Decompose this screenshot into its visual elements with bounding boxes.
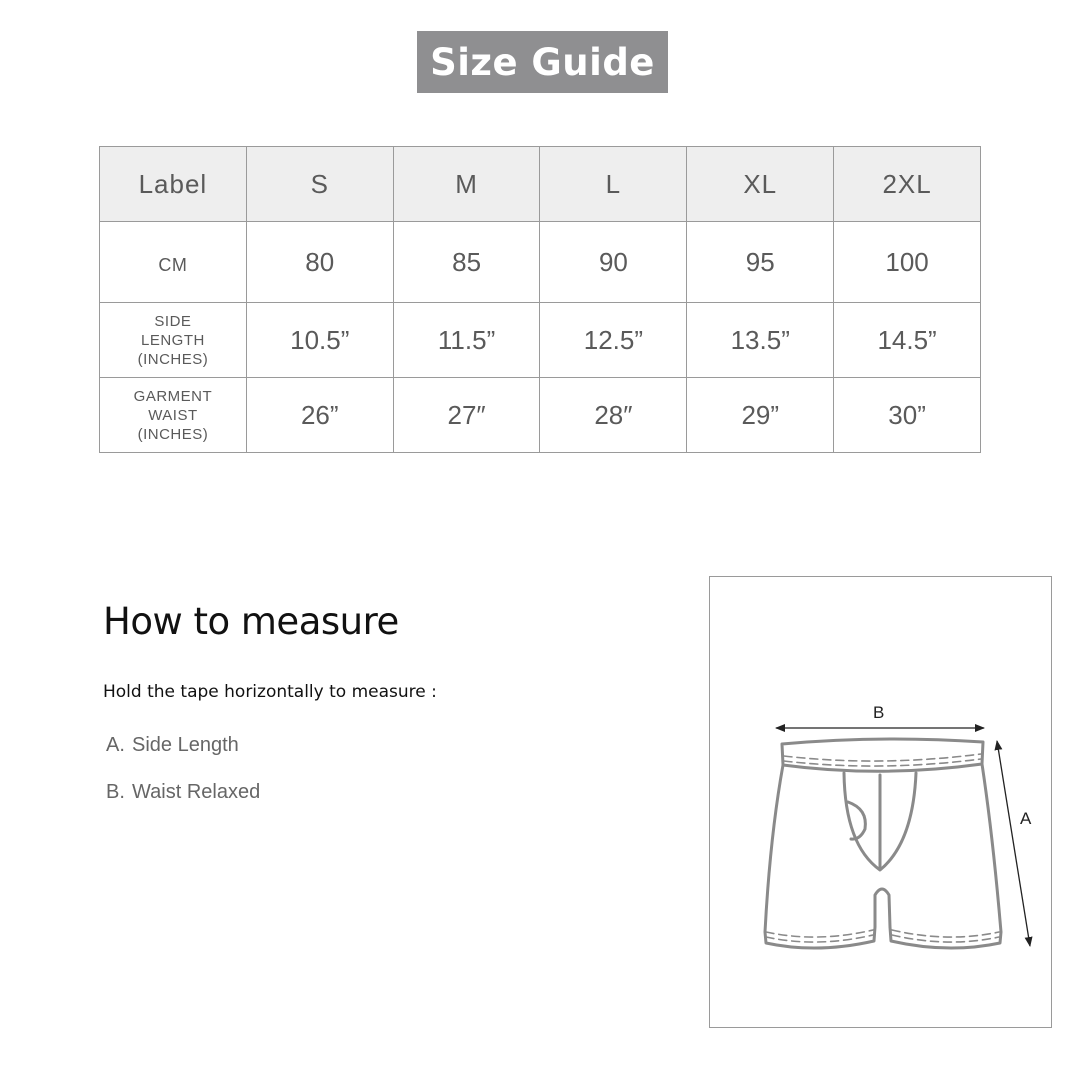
table-header-size: S <box>246 147 393 222</box>
table-header-size: M <box>393 147 540 222</box>
table-header-size: L <box>540 147 687 222</box>
table-header-label: Label <box>100 147 247 222</box>
list-item <box>106 734 260 781</box>
list-item-letter: A. <box>106 734 125 756</box>
measurement-diagram <box>709 576 1052 1028</box>
table-cell: 80 <box>246 222 393 303</box>
table-row-side-length <box>100 303 981 378</box>
row-label: GARMENT WAIST (INCHES) <box>100 378 247 453</box>
table-cell: 27″ <box>393 378 540 453</box>
table-row-garment-waist <box>100 378 981 453</box>
table-header-row <box>100 147 981 222</box>
page-title: Size Guide <box>417 31 668 93</box>
table-cell: 29” <box>687 378 834 453</box>
waist-dimension-label: B <box>873 703 885 722</box>
table-cell: 12.5” <box>540 303 687 378</box>
table-cell: 30” <box>834 378 981 453</box>
list-item-text: Waist Relaxed <box>132 781 261 803</box>
list-item-text: Side Length <box>132 734 239 756</box>
boxer-brief-illustration <box>710 577 1053 1029</box>
size-chart-table <box>99 146 981 453</box>
table-cell: 100 <box>834 222 981 303</box>
table-cell: 95 <box>687 222 834 303</box>
table-cell: 11.5” <box>393 303 540 378</box>
measure-instruction: Hold the tape horizontally to measure : <box>103 682 437 702</box>
table-header-size: 2XL <box>834 147 981 222</box>
how-to-measure-heading: How to measure <box>103 600 399 643</box>
table-cell: 85 <box>393 222 540 303</box>
measurement-list <box>106 734 260 828</box>
table-header-size: XL <box>687 147 834 222</box>
table-cell: 10.5” <box>246 303 393 378</box>
side-length-arrow <box>997 741 1030 946</box>
boxer-outline <box>765 739 1001 948</box>
side-length-dimension-label: A <box>1020 809 1032 828</box>
table-cell: 13.5” <box>687 303 834 378</box>
list-item-letter: B. <box>106 781 125 803</box>
table-cell: 28″ <box>540 378 687 453</box>
table-cell: 26” <box>246 378 393 453</box>
table-row-cm <box>100 222 981 303</box>
row-label: SIDE LENGTH (INCHES) <box>100 303 247 378</box>
table-cell: 14.5” <box>834 303 981 378</box>
row-label: CM <box>100 222 247 303</box>
list-item <box>106 781 260 828</box>
table-cell: 90 <box>540 222 687 303</box>
